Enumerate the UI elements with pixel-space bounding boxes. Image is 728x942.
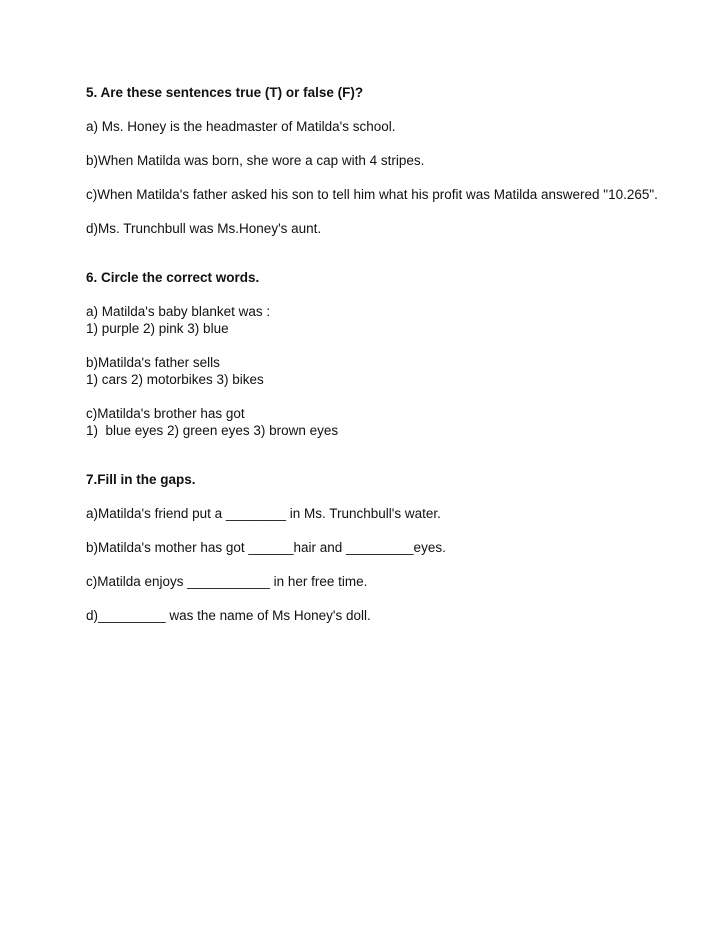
fill-gap-item-d: d)_________ was the name of Ms Honey's doll. [86,608,371,623]
fill-gap-item-c: c)Matilda enjoys ___________ in her free time. [86,574,368,589]
circle-item-a [86,303,666,337]
circle-item-b-options: 1) cars 2) motorbikes 3) bikes [86,372,264,387]
worksheet-content [86,84,666,624]
fill-gap-item-a: a)Matilda's friend put a ________ in Ms. Trunchbull's water. [86,506,441,521]
circle-item-c [86,405,666,439]
circle-item-b [86,354,666,388]
section-5-heading: 5. Are these sentences true (T) or false (F)? [86,85,364,100]
circle-item-c-options: 1) blue eyes 2) green eyes 3) brown eyes [86,423,339,438]
section-circle-words [86,269,666,439]
section-fill-gaps [86,471,666,624]
true-false-item-a: a) Ms. Honey is the headmaster of Matilda's school. [86,119,396,134]
true-false-item-c: c)When Matilda's father asked his son to tell him what his profit was Matilda answered "10.265". [86,187,658,202]
circle-item-c-question: c)Matilda's brother has got [86,406,245,421]
fill-gap-item-b: b)Matilda's mother has got ______hair and _________eyes. [86,540,446,555]
section-6-heading: 6. Circle the correct words. [86,270,260,285]
true-false-item-d: d)Ms. Trunchbull was Ms.Honey's aunt. [86,221,322,236]
true-false-item-b: b)When Matilda was born, she wore a cap with 4 stripes. [86,153,425,168]
section-7-heading: 7.Fill in the gaps. [86,472,196,487]
circle-item-a-question: a) Matilda's baby blanket was : [86,304,271,319]
circle-item-b-question: b)Matilda's father sells [86,355,220,370]
circle-item-a-options: 1) purple 2) pink 3) blue [86,321,229,336]
section-true-false [86,84,666,237]
